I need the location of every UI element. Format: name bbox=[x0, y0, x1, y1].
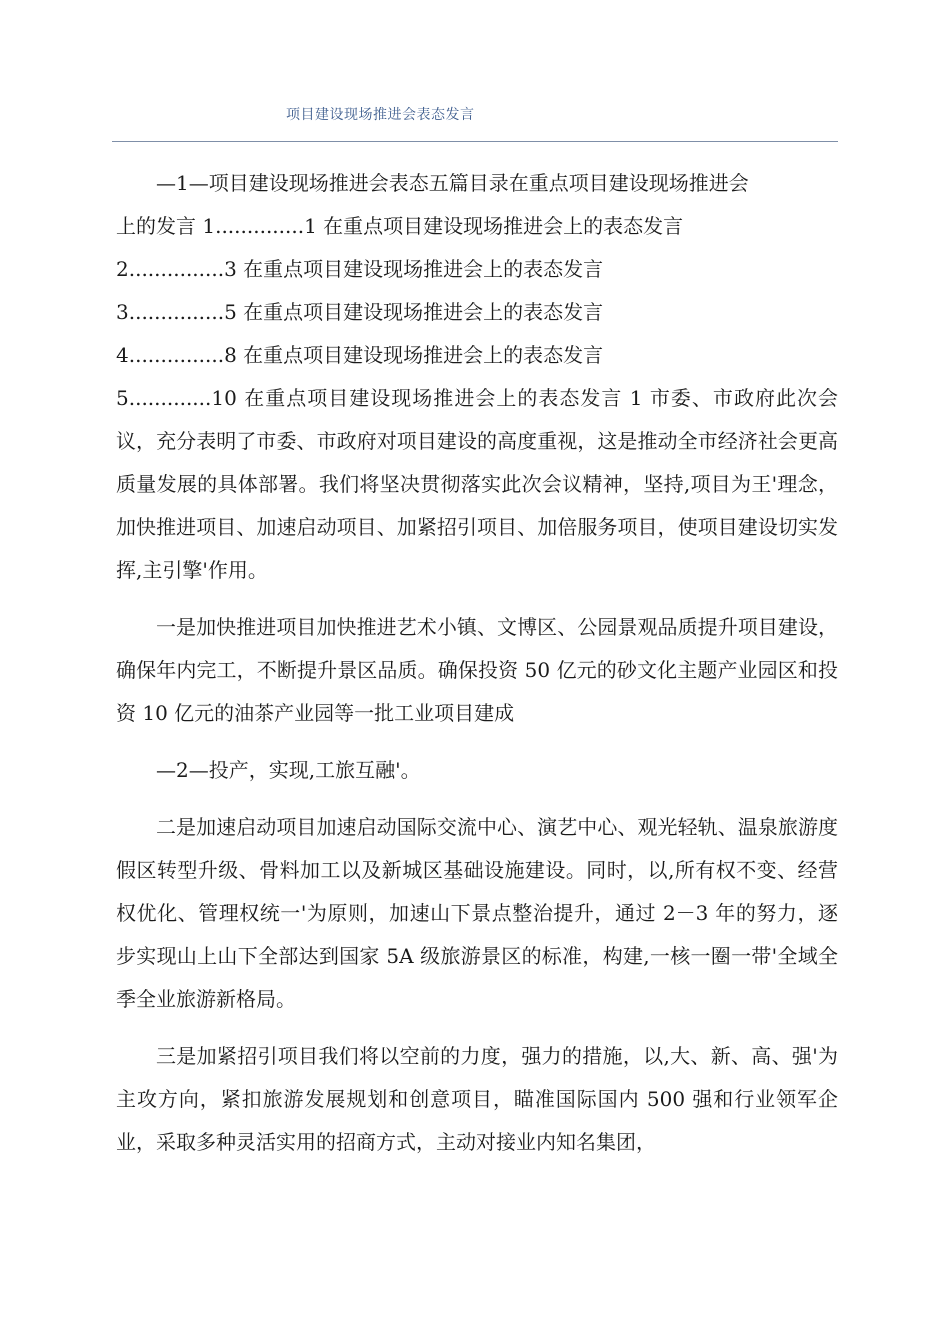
toc-line: 3...............5 在重点项目建设现场推进会上的表态发言 bbox=[116, 300, 604, 324]
header-divider bbox=[112, 141, 838, 142]
body-paragraph: 一是加快推进项目加快推进艺术小镇、文博区、公园景观品质提升项目建设，确保年内完工，不断提升景区品质。确保投资 50 亿元的砂文化主题产业园区和投资 10 亿元的油茶产业园等一批工业项目建成 bbox=[116, 615, 838, 725]
toc-line: 4...............8 在重点项目建设现场推进会上的表态发言 bbox=[116, 343, 604, 367]
toc-line: —1—项目建设现场推进会表态五篇目录在重点项目建设现场推进会 bbox=[156, 171, 749, 195]
running-header: 项目建设现场推进会表态发言 bbox=[286, 107, 475, 123]
body-paragraph: 二是加速启动项目加速启动国际交流中心、演艺中心、观光轻轨、温泉旅游度假区转型升级、骨料加工以及新城区基础设施建设。同时，以,所有权不变、经营权优化、管理权统一'为原则，加速山下景点整治提升，通过 2－3 年的努力，逐步实现山上山下全部达到国家 5A 级旅游景区的标准，构建,一核一圈一带'全域全季全业旅游新格局。 bbox=[116, 815, 838, 1011]
document-body bbox=[116, 162, 838, 1164]
toc-line: 上的发言 1..............1 在重点项目建设现场推进会上的表态发言 bbox=[116, 214, 684, 238]
body-paragraph: 三是加紧招引项目我们将以空前的力度，强力的措施，以,大、新、高、强'为主攻方向，紧扣旅游发展规划和创意项目，瞄准国际国内 500 强和行业领军企业，采取多种灵活实用的招商方式，主动对接业内知名集团， bbox=[116, 1044, 838, 1154]
page-break-paragraph: —2—投产，实现,工旅互融'。 bbox=[156, 758, 421, 782]
body-paragraph: 5.............10 在重点项目建设现场推进会上的表态发言 1 市委、市政府此次会议，充分表明了市委、市政府对项目建设的高度重视，这是推动全市经济社会更高质量发展的具体部署。我们将坚决贯彻落实此次会议精神，坚持,项目为王'理念，加快推进项目、加速启动项目、加紧招引项目、加倍服务项目，使项目建设切实发挥,主引擎'作用。 bbox=[116, 386, 838, 582]
toc-line: 2...............3 在重点项目建设现场推进会上的表态发言 bbox=[116, 257, 604, 281]
